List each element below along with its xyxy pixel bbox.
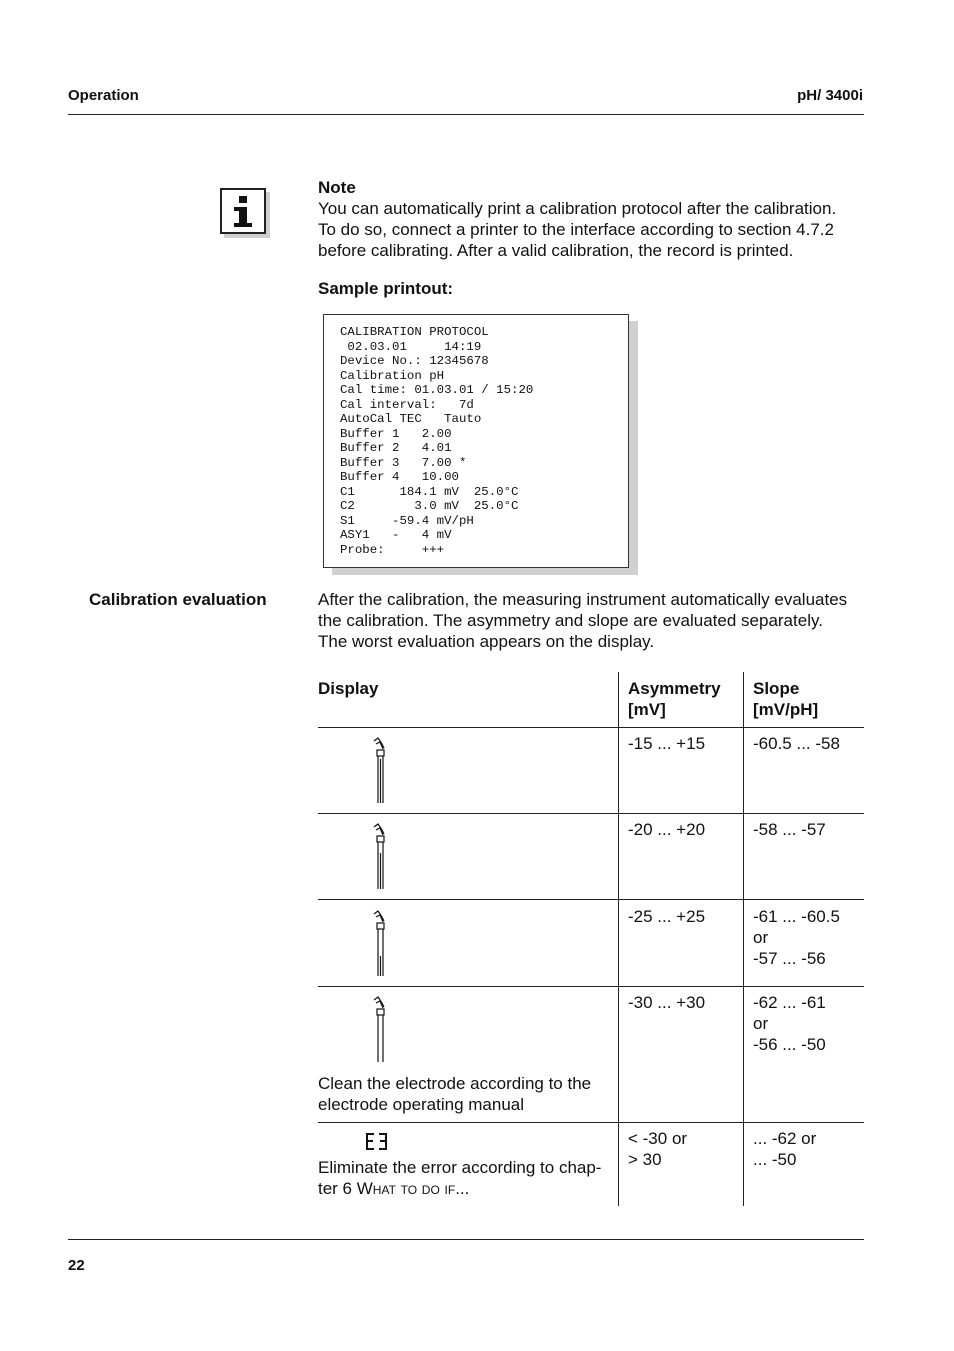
error-code-icon — [364, 1131, 390, 1158]
page-number: 22 — [68, 1257, 85, 1274]
evaluation-table — [318, 672, 864, 1206]
header-section-title: Operation — [68, 87, 139, 104]
table-row-divider — [318, 813, 864, 814]
electrode-icon — [368, 735, 392, 812]
asymmetry-value: -25 ... +25 — [628, 907, 706, 926]
header-slope: Slope [mV/pH] — [753, 679, 819, 719]
electrode-icon — [368, 994, 392, 1071]
asymmetry-value: -20 ... +20 — [628, 820, 706, 839]
printout-text: CALIBRATION PROTOCOL 02.03.01 14:19 Device No.: 12345678 Calibration pH Cal time: 01.03.01 / 15:20 Cal interval: 7d AutoCal TEC Tauto Buffer 1 2.00 Buffer 2 4.01 Buffer 3 7.00 * Buffer 4 10.00 C1 184.1 mV 25.0°C C2 3.0 mV 25.0°C S1 -59.4 mV/pH ASY1 - 4 mV Probe: +++ — [340, 325, 534, 557]
eliminate-error-note: Eliminate the error according to chap- ter 6 What to do if... — [318, 1158, 602, 1198]
electrode-icon — [368, 821, 392, 898]
note-line-3: before calibrating. After a valid calibration, the record is printed. — [318, 241, 794, 260]
evaluation-line-1: After the calibration, the measuring instrument automatically evaluates — [318, 590, 848, 609]
sample-printout-label: Sample printout: — [318, 279, 454, 298]
note-line-2: To do so, connect a printer to the interface according to section 4.7.2 — [318, 220, 834, 239]
table-row-divider — [318, 986, 864, 987]
header-product-name: pH/ 3400i — [797, 87, 863, 104]
slope-value-group: -62 ... -61 or -56 ... -50 — [753, 993, 826, 1054]
calibration-evaluation-heading: Calibration evaluation — [89, 590, 267, 609]
slope-value-group: ... -62 or ... -50 — [753, 1129, 817, 1169]
asymmetry-value-group: < -30 or > 30 — [628, 1129, 688, 1169]
note-title: Note — [318, 178, 356, 197]
table-row-divider — [318, 1122, 864, 1123]
slope-value: -58 ... -57 — [753, 820, 826, 839]
asymmetry-value: -15 ... +15 — [628, 734, 706, 753]
slope-value-group: -61 ... -60.5 or -57 ... -56 — [753, 907, 840, 968]
header-asymmetry: Asymmetry [mV] — [628, 679, 721, 719]
slope-value: -60.5 ... -58 — [753, 734, 840, 753]
clean-electrode-note: Clean the electrode according to the electrode operating manual — [318, 1074, 592, 1114]
info-icon — [220, 188, 266, 234]
header-display: Display — [318, 679, 379, 698]
evaluation-line-3: The worst evaluation appears on the display. — [318, 632, 655, 651]
table-row-divider — [318, 899, 864, 900]
table-column-divider — [743, 672, 744, 1206]
sample-printout-box — [323, 314, 629, 568]
table-column-divider — [618, 672, 619, 1206]
footer-rule — [68, 1239, 864, 1240]
note-line-1: You can automatically print a calibration protocol after the calibration. — [318, 199, 837, 218]
evaluation-line-2: the calibration. The asymmetry and slope are evaluated separately. — [318, 611, 823, 630]
electrode-icon — [368, 908, 392, 985]
table-row-divider — [318, 727, 864, 728]
header-rule — [68, 114, 864, 115]
asymmetry-value: -30 ... +30 — [628, 993, 706, 1012]
